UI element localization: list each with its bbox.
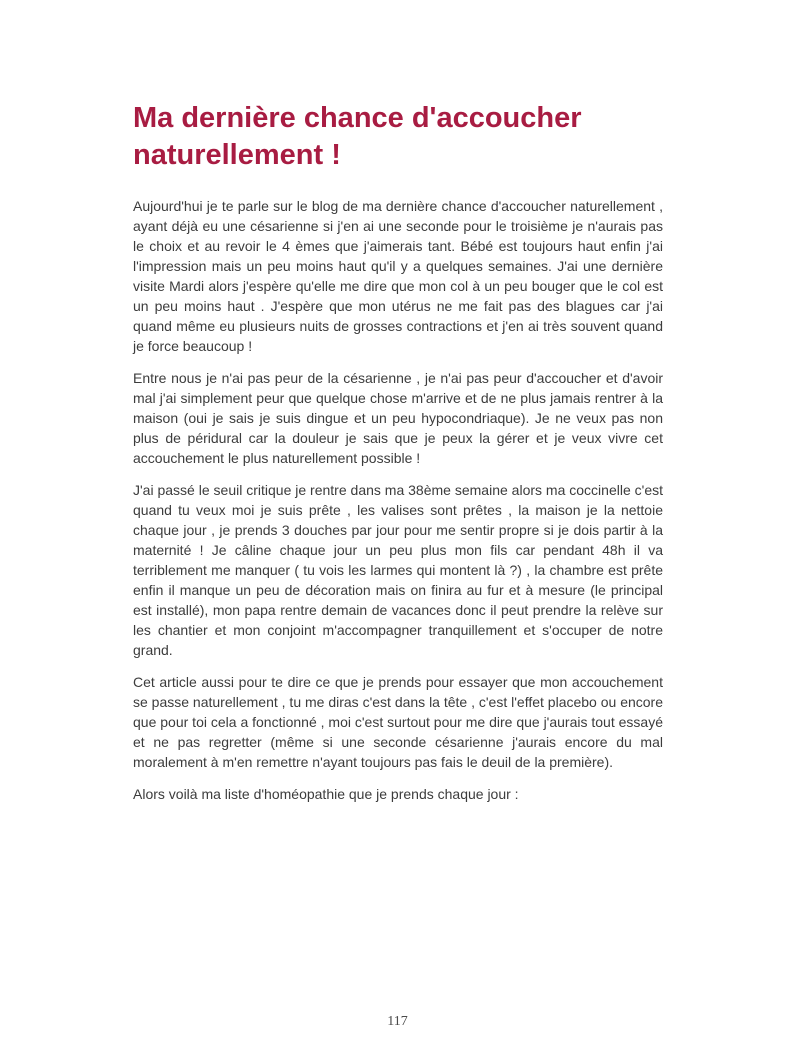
article-paragraph: Cet article aussi pour te dire ce que je prends pour essayer que mon accouchement se passe naturellement , tu me diras c'est dans la tête , c'est l'effet placebo ou encore que pour toi cela a fonctionné , moi c'est surtout pour me dire que j'aurais tout essayé et ne pas regretter (même si une seconde césarienne j'aurais encore du mal moralement à m'en remettre n'ayant toujours pas fais le deuil de la première). [133,674,663,770]
page-footer [0,1012,795,1030]
article-paragraph: Alors voilà ma liste d'homéopathie que je prends chaque jour : [133,786,519,802]
article-paragraph: Aujourd'hui je te parle sur le blog de ma dernière chance d'accoucher naturellement , ayant déjà eu une césarienne si j'en ai une seconde pour le troisième je n'aurais pas le choix et au revoir le 4 èmes que j'aimerais tant. Bébé est toujours haut enfin j'ai l'impression mais un peu moins haut qu'il y a quelques semaines. J'ai une dernière visite Mardi alors j'espère qu'elle me dire que mon col à un peu bouger que le col est un peu moins haut . J'espère que mon utérus ne me fait pas des blagues car j'ai quand même eu plusieurs nuits de grosses contractions et j'en ai très souvent quand je force beaucoup ! [133,198,663,354]
article-title: Ma dernière chance d'accoucher naturellement ! [133,102,582,171]
article-paragraph: J'ai passé le seuil critique je rentre dans ma 38ème semaine alors ma coccinelle c'est quand tu veux moi je suis prête , les valises sont prêtes , la maison je la nettoie chaque jour , je prends 3 douches par jour pour me sentir propre si je dois partir à la maternité ! Je câline chaque jour un peu plus mon fils car pendant 48h il va terriblement me manquer ( tu vois les larmes qui montent là ?) , la chambre est prête enfin il manque un peu de décoration mais on finira au fur et à mesure (le principal est installé), mon papa rentre demain de vacances donc il peut prendre la relève sur les chantier et mon conjoint m'accompagner tranquillement et s'occuper de notre grand. [133,482,663,658]
page-number: 117 [387,1014,408,1029]
article-content [133,100,663,804]
article-paragraph: Entre nous je n'ai pas peur de la césarienne , je n'ai pas peur d'accoucher et d'avoir mal j'ai simplement peur que quelque chose m'arrive et de ne plus jamais rentrer à la maison (oui je sais je suis dingue et un peu hypocondriaque). Je ne veux pas non plus de péridural car la douleur je sais que je peux la gérer et je veux vivre cet accouchement le plus naturellement possible ! [133,370,663,466]
